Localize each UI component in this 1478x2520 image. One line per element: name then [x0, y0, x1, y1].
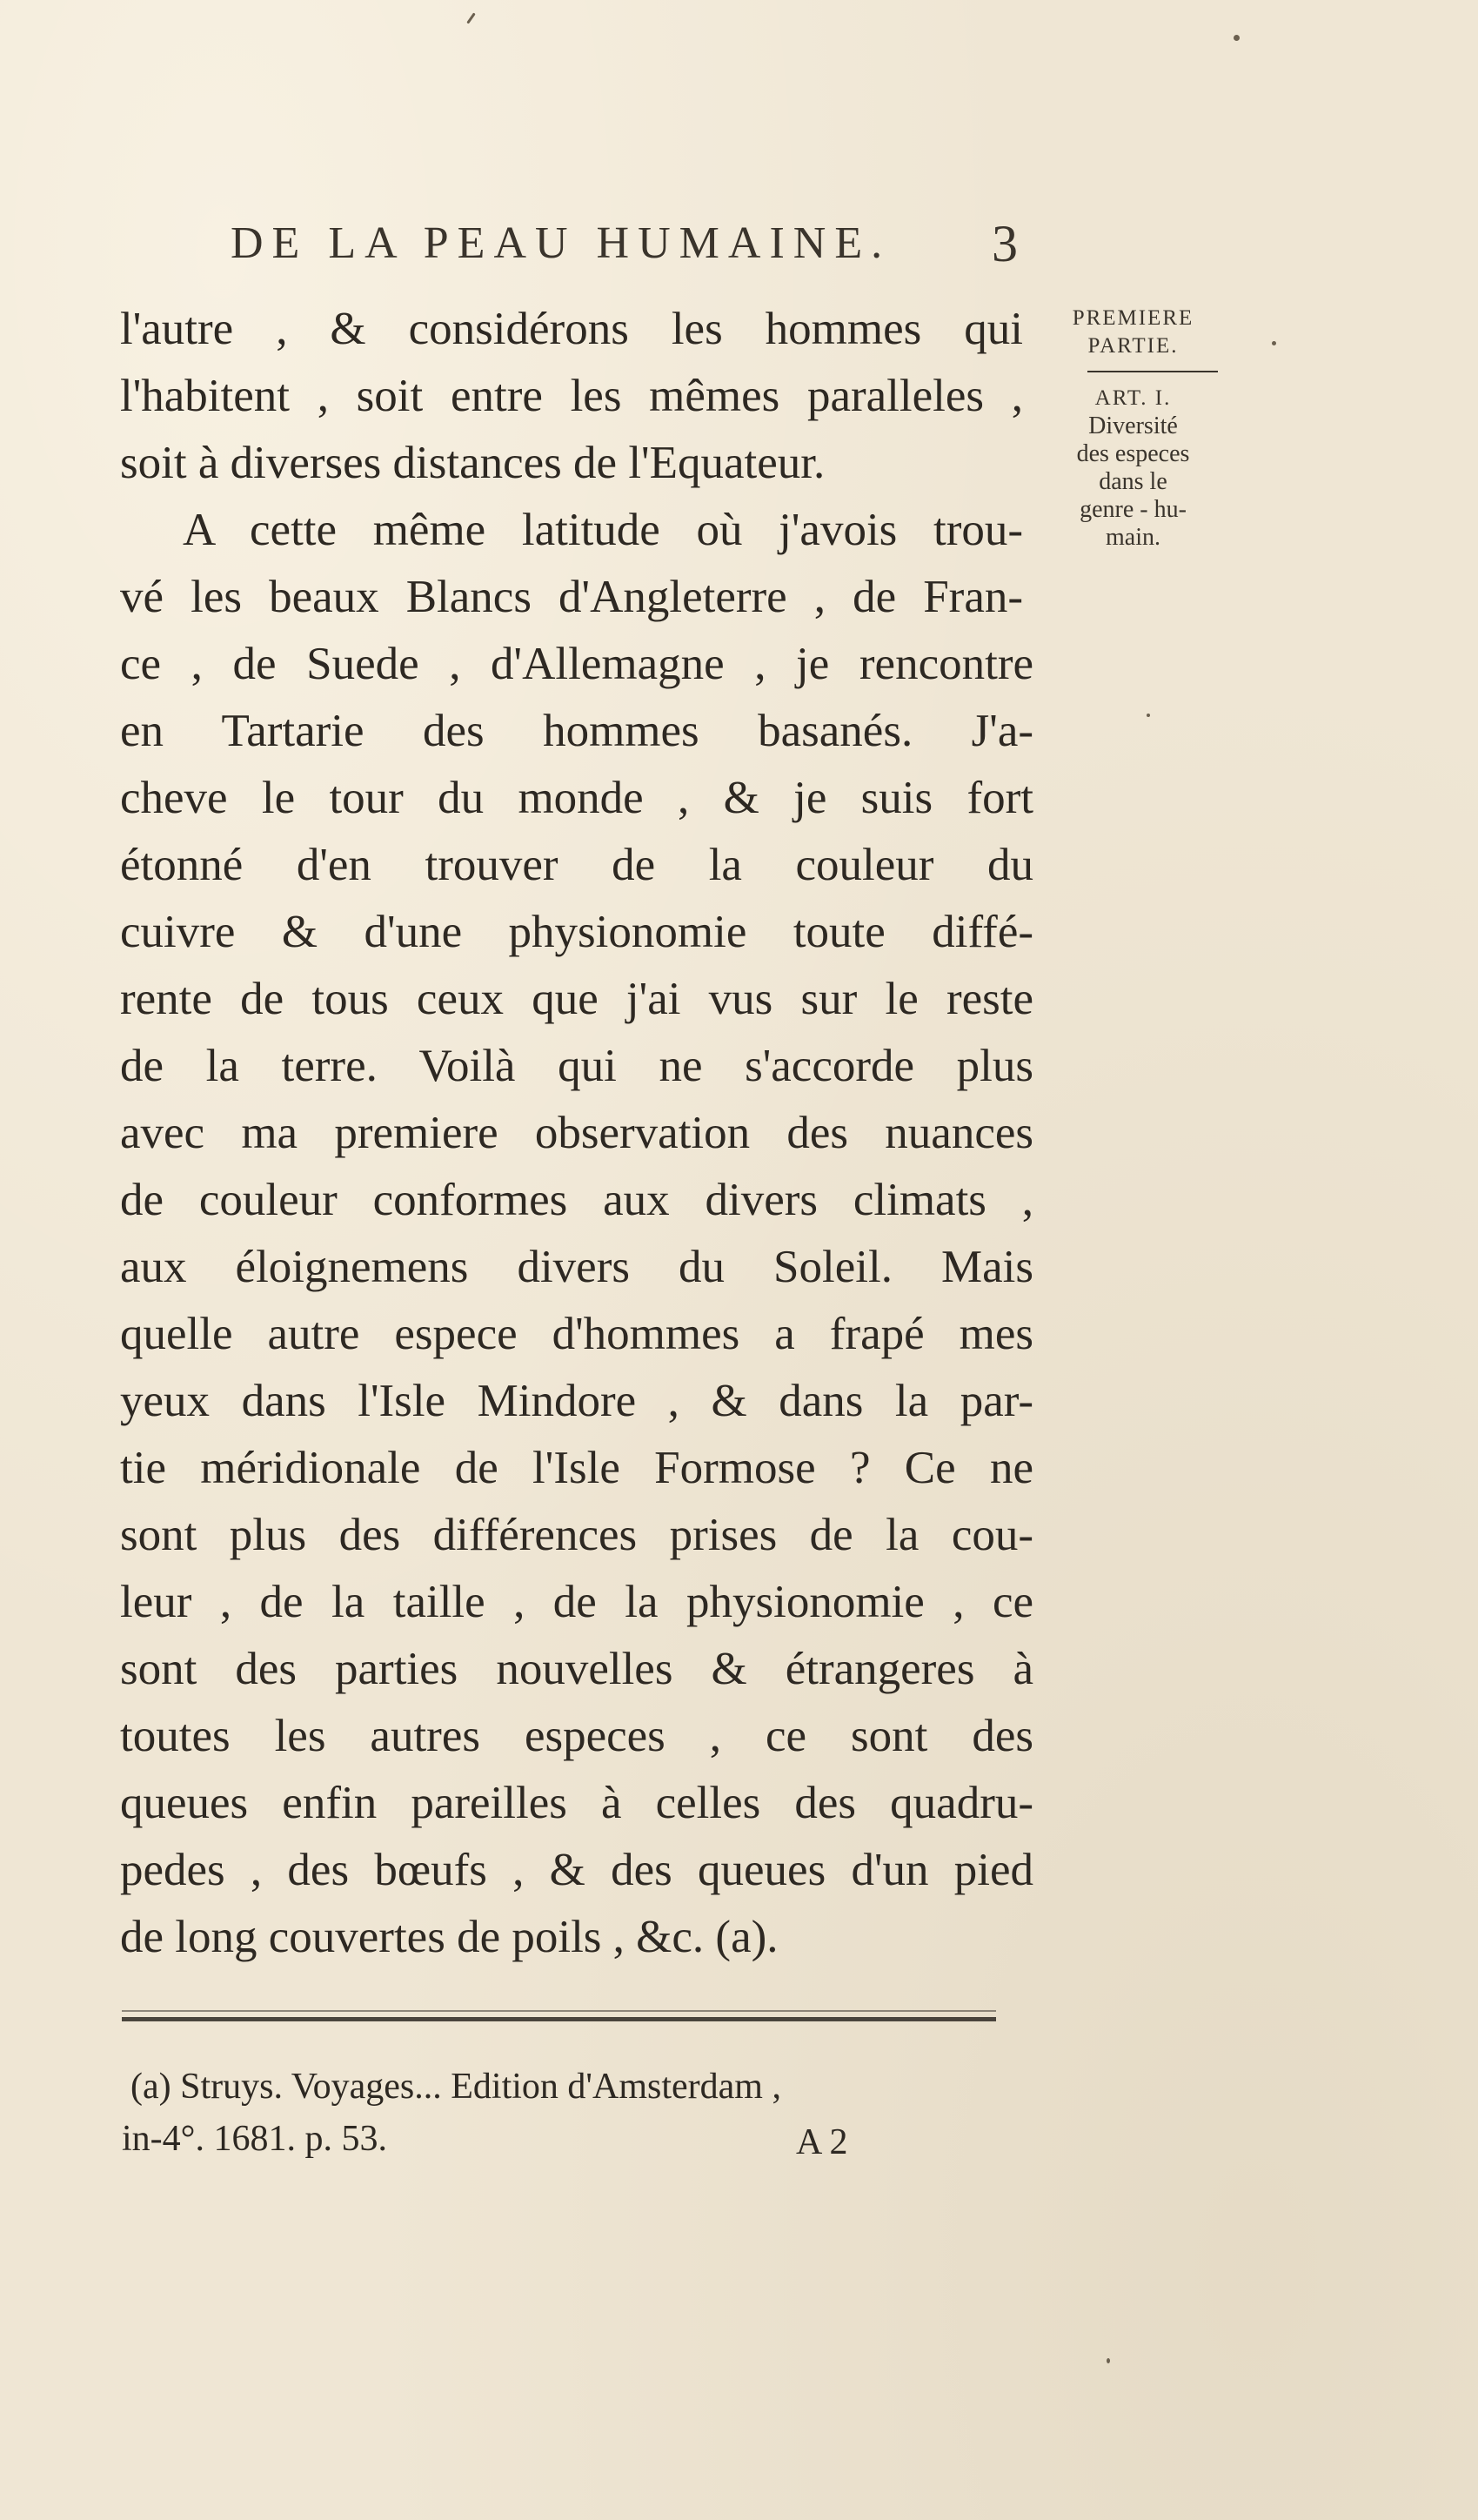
- text-line: pedes , des bœufs , & des queues d'un pied: [120, 1845, 1033, 1895]
- footnote-line-2: in-4°. 1681. p. 53.: [122, 2119, 387, 2159]
- footnote-line-1: (a) Struys. Voyages... Edition d'Amsterdam ,: [130, 2067, 781, 2107]
- text-line: cheve le tour du monde , & je suis fort: [120, 773, 1033, 823]
- paper-speck: [466, 12, 475, 23]
- paper-speck: [1234, 35, 1240, 41]
- margin-part-label: PREMIERE: [1072, 306, 1194, 330]
- text-line: de la terre. Voilà qui ne s'accorde plus: [120, 1041, 1033, 1091]
- text-line: queues enfin pareilles à celles des quadru-: [120, 1778, 1033, 1828]
- text-line: l'habitent , soit entre les mêmes paralleles ,: [120, 371, 1023, 421]
- margin-note-line: main.: [1106, 524, 1160, 551]
- footnote-rule: [122, 2017, 996, 2021]
- margin-article: ART. I.: [1094, 386, 1172, 410]
- text-line: étonné d'en trouver de la couleur du: [120, 840, 1033, 890]
- page-header: [231, 209, 1018, 278]
- text-line: en Tartarie des hommes basanés. J'a-: [120, 706, 1033, 756]
- text-line: yeux dans l'Isle Mindore , & dans la par-: [120, 1376, 1033, 1426]
- footnote-rule-thin: [122, 2010, 996, 2012]
- text-line: l'autre , & considérons les hommes qui: [120, 304, 1023, 354]
- text-line: quelle autre espece d'hommes a frapé mes: [120, 1309, 1033, 1359]
- text-line: tie méridionale de l'Isle Formose ? Ce ne: [120, 1443, 1033, 1493]
- margin-note-line: des especes: [1076, 440, 1190, 467]
- text-line: de long couvertes de poils , &c. (a).: [120, 1912, 779, 1962]
- text-line: cuivre & d'une physionomie toute diffé-: [120, 907, 1033, 957]
- margin-note-line: Diversité: [1088, 412, 1178, 439]
- paper-speck: [1272, 341, 1276, 345]
- signature-mark: A 2: [796, 2122, 848, 2162]
- marginal-note: [1040, 305, 1227, 552]
- margin-rule: [1087, 371, 1218, 372]
- margin-note-line: genre - hu-: [1080, 496, 1187, 523]
- text-line: rente de tous ceux que j'ai vus sur le reste: [120, 974, 1033, 1024]
- running-title: DE LA PEAU HUMAINE.: [231, 218, 892, 268]
- text-line: avec ma premiere observation des nuances: [120, 1108, 1033, 1158]
- text-line: ce , de Suede , d'Allemagne , je rencontre: [120, 639, 1033, 689]
- text-line: vé les beaux Blancs d'Angleterre , de Fran-: [120, 572, 1023, 622]
- margin-note-line: dans le: [1099, 468, 1167, 495]
- paper-speck: [1107, 2358, 1110, 2363]
- text-line: sont plus des différences prises de la cou-: [120, 1510, 1033, 1560]
- text-line: A cette même latitude où j'avois trou-: [183, 505, 1023, 555]
- text-line: de couleur conformes aux divers climats ,: [120, 1175, 1033, 1225]
- margin-part-label-2: PARTIE.: [1087, 334, 1179, 358]
- text-line: leur , de la taille , de la physionomie , ce: [120, 1577, 1033, 1627]
- page-number: 3: [992, 215, 1018, 272]
- text-line: soit à diverses distances de l'Equateur.: [120, 438, 826, 488]
- text-line: aux éloignemens divers du Soleil. Mais: [120, 1242, 1033, 1292]
- main-text-block: [120, 296, 1033, 1971]
- text-line: toutes les autres especes , ce sont des: [120, 1711, 1033, 1761]
- text-line: sont des parties nouvelles & étrangeres à: [120, 1644, 1033, 1694]
- paper-speck: [1147, 714, 1150, 717]
